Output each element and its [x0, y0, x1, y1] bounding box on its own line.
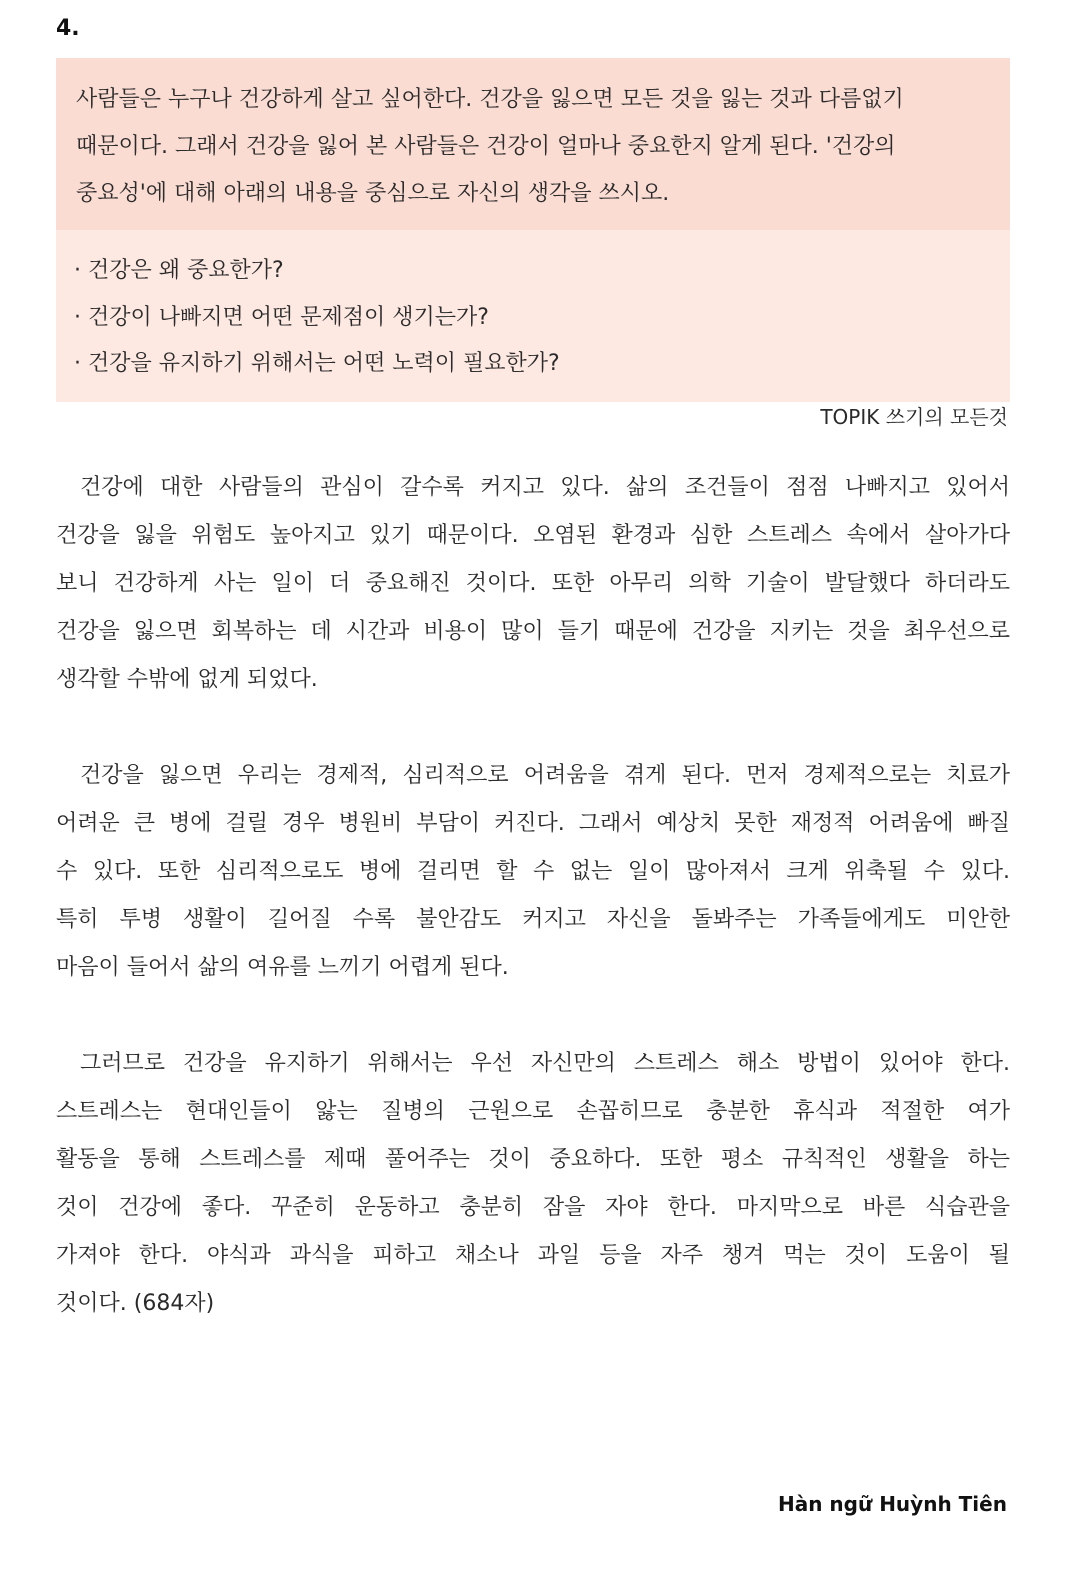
prompt-line: 때문이다. 그래서 건강을 잃어 본 사람들은 건강이 얼마나 중요한지 알게 된다. '건강의 — [76, 134, 896, 159]
essay-line: 어려운 큰 병에 걸릴 경우 병원비 부담이 커진다. 그래서 예상치 못한 재정적 어려움에 빠질 — [56, 811, 1010, 836]
essay-line: 생각할 수밖에 없게 되었다. — [56, 667, 318, 692]
essay-line: 그러므로 건강을 유지하기 위해서는 우선 자신만의 스트레스 해소 방법이 있어야 한다. — [80, 1051, 1010, 1076]
essay-line: 수 있다. 또한 심리적으로도 병에 걸리면 할 수 없는 일이 많아져서 크게 위축될 수 있다. — [56, 859, 1010, 884]
essay-line: 보니 건강하게 사는 일이 더 중요해진 것이다. 또한 아무리 의학 기술이 발달했다 하더라도 — [56, 571, 1010, 596]
author-signature: Hàn ngữ Huỳnh Tiên — [778, 1492, 1007, 1516]
prompt-line: 사람들은 누구나 건강하게 살고 싶어한다. 건강을 잃으면 모든 것을 잃는 것과 다름없기 — [76, 87, 904, 112]
essay-line: 것이 건강에 좋다. 꾸준히 운동하고 충분히 잠을 자야 한다. 마지막으로 바른 식습관을 — [56, 1195, 1010, 1220]
question-number: 4. — [56, 16, 80, 41]
essay-line: 가져야 한다. 야식과 과식을 피하고 채소나 과일 등을 자주 챙겨 먹는 것이 도움이 될 — [56, 1243, 1010, 1268]
essay-line: 건강을 잃으면 우리는 경제적, 심리적으로 어려움을 겪게 된다. 먼저 경제적으로는 치료가 — [80, 763, 1010, 788]
prompt-bullet: · 건강은 왜 중요한가? — [74, 258, 284, 283]
essay-line: 건강을 잃을 위험도 높아지고 있기 때문이다. 오염된 환경과 심한 스트레스 속에서 살아가다 — [56, 523, 1010, 548]
prompt-bullet: · 건강을 유지하기 위해서는 어떤 노력이 필요한가? — [74, 351, 560, 376]
essay-line: 건강을 잃으면 회복하는 데 시간과 비용이 많이 들기 때문에 건강을 지키는 것을 최우선으로 — [56, 619, 1010, 644]
essay-line: 것이다. (684자) — [56, 1291, 215, 1316]
prompt-box — [56, 58, 1010, 402]
essay-line: 마음이 들어서 삶의 여유를 느끼기 어렵게 된다. — [56, 955, 509, 980]
prompt-bullet: · 건강이 나빠지면 어떤 문제점이 생기는가? — [74, 305, 489, 330]
source-citation: TOPIK 쓰기의 모든것 — [820, 405, 1008, 429]
prompt-line: 중요성'에 대해 아래의 내용을 중심으로 자신의 생각을 쓰시오. — [76, 181, 670, 206]
essay-line: 특히 투병 생활이 길어질 수록 불안감도 커지고 자신을 돌봐주는 가족들에게도 미안한 — [56, 907, 1010, 932]
essay-line: 스트레스는 현대인들이 앓는 질병의 근원으로 손꼽히므로 충분한 휴식과 적절한 여가 — [56, 1099, 1010, 1124]
prompt-intro — [56, 58, 1010, 230]
essay-line: 활동을 통해 스트레스를 제때 풀어주는 것이 중요하다. 또한 평소 규칙적인 생활을 하는 — [56, 1147, 1010, 1172]
essay-line: 건강에 대한 사람들의 관심이 갈수록 커지고 있다. 삶의 조건들이 점점 나빠지고 있어서 — [80, 475, 1010, 500]
